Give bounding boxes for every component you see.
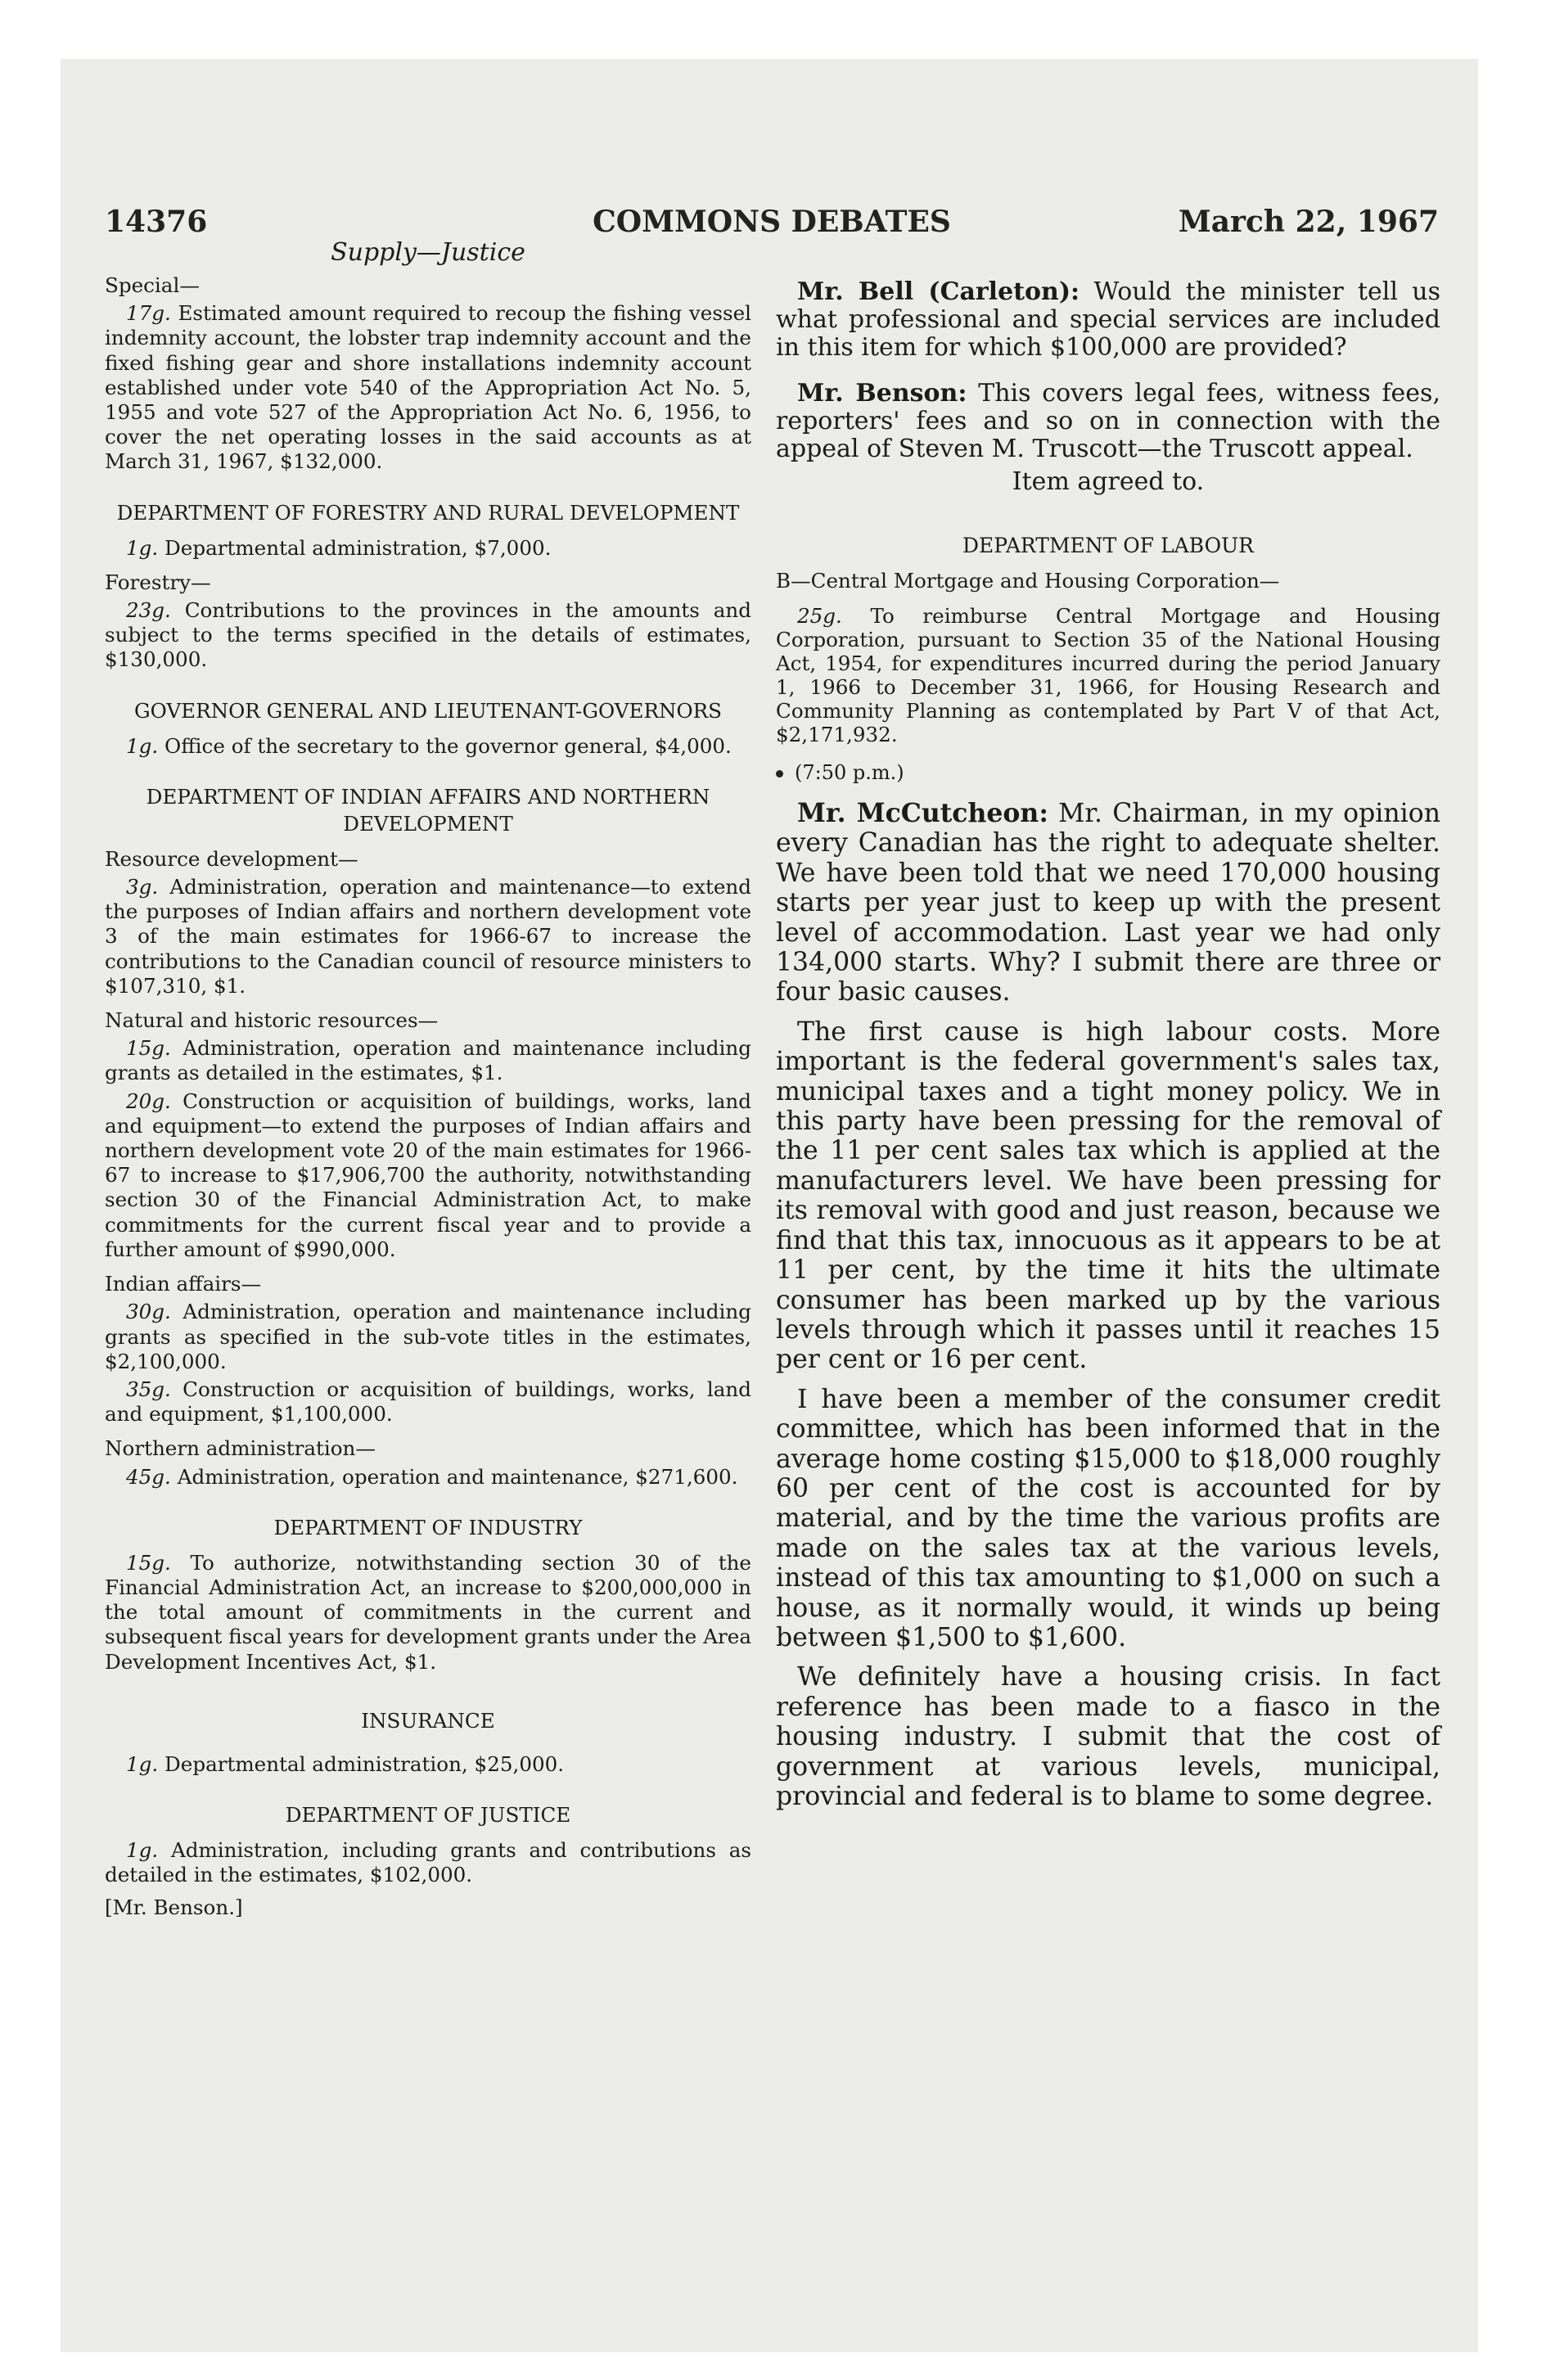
department-heading: GOVERNOR GENERAL AND LIEUTENANT-GOVERNORS: [133, 698, 723, 723]
vote-number: 23g.: [126, 598, 171, 623]
vote-item: [105, 1300, 751, 1374]
section-label: Natural and historic resources—: [105, 1008, 439, 1033]
vote-number: 35g.: [126, 1377, 171, 1401]
vote-text: Departmental administration, $7,000.: [165, 535, 552, 560]
page-number: 14376: [105, 205, 208, 239]
speaker-note: [Mr. Benson.]: [105, 1895, 243, 1920]
section-label: Forestry—: [105, 570, 211, 594]
section-label: Indian affairs—: [105, 1272, 262, 1296]
vote-number: 1g.: [126, 1751, 159, 1776]
vote-item: [105, 1838, 751, 1887]
vote-number: 1g.: [126, 733, 159, 758]
department-heading: DEPARTMENT OF JUSTICE: [285, 1802, 571, 1827]
speaker-name: Mr. Bell (Carleton):: [797, 277, 1080, 306]
speaker-name: Mr. McCutcheon:: [797, 798, 1048, 828]
vote-item: [105, 1036, 751, 1085]
speech-paragraph: We definitely have a housing crisis. In fact reference has been made to a fiasco in the housing industry. I submit that the cost of government at various levels, municipal, provincial and federal is to blame to some degree.: [776, 1662, 1440, 1811]
vote-number: 15g.: [126, 1036, 171, 1061]
page-date: March 22, 1967: [1178, 205, 1439, 239]
vote-number: 20g.: [126, 1089, 171, 1113]
vote-item: [105, 536, 751, 561]
vote-text: Administration, operation and maintenance, $271,600.: [177, 1464, 738, 1489]
speech-paragraph: The first cause is high labour costs. More important is the federal government's sales tax, municipal taxes and a tight money policy. We in this party have been pressing for the removal of the 11 per cent sales tax which is applied at the manufacturers level. We have been pressing for its removal with good and just reason, because we find that this tax, innocuous as it appears to be at 11 per cent, by the time it hits the ultimate consumer has been marked up by the various levels through which it passes until it reaches 15 per cent or 16 per cent.: [776, 1016, 1440, 1375]
vote-text: Administration, operation and maintenance including grants as specified in the sub-vote titles in the estimates, $2,100,000.: [105, 1300, 751, 1373]
vote-text: Construction or acquisition of buildings, works, land and equipment—to extend the purposes of Indian affairs and northern development vote 20 of the main estimates for 1966-67 to increase to $17,906,700 the authority, notwithstanding section 30 of the Financial Administration Act, to make commitments for the current fiscal year and to provide a further amount of $990,000.: [105, 1089, 751, 1261]
department-heading: DEPARTMENT OF INDUSTRY: [273, 1515, 583, 1539]
time-text: (7:50 p.m.): [795, 761, 904, 784]
vote-item: [105, 598, 751, 673]
department-heading: DEPARTMENT OF INDIAN AFFAIRS AND NORTHERN DEVELOPMENT: [146, 784, 710, 836]
speech-paragraph: [776, 278, 1440, 362]
vote-text: To authorize, notwithstanding section 30 of the Financial Administration Act, an increase to $200,000,000 in the total amount of commitments in the current and subsequent fiscal years for development grants under the Area Development Incentives Act, $1.: [105, 1550, 751, 1674]
vote-item: [105, 1089, 751, 1262]
vote-number: 30g.: [126, 1300, 171, 1324]
department-heading: DEPARTMENT OF LABOUR: [962, 534, 1254, 557]
vote-text: Estimated amount required to recoup the fishing vessel indemnity account, the lobster trap indemnity account and the fixed fishing gear and shore installations indemnity account established under vote 540 of the Appropriation Act No. 5, 1955 and vote 527 of the Appropriation Act No. 6, 1956, to cover the net operating losses in the said accounts as at March 31, 1967, $132,000.: [105, 301, 751, 474]
speech-text: Mr. Chairman, in my opinion every Canadian has the right to adequate shelter. We have been told that we need 170,000 housing starts per year just to keep up with the present level of accommodation. Last year we had only 134,000 starts. Why? I submit there are three or four basic causes.: [776, 799, 1440, 1007]
vote-item: [105, 301, 751, 474]
section-label: Northern administration—: [105, 1436, 376, 1461]
department-heading: INSURANCE: [361, 1708, 495, 1733]
speech-text: Would the minister tell us what professional and special services are included in this item for which $100,000 are provided?: [776, 277, 1440, 362]
speech-paragraph: I have been a member of the consumer credit committee, which has been informed that in the average home costing $15,000 to $18,000 roughly 60 per cent of the cost is accounted for by material, and by the time the various profits are made on the sales tax at the various levels, instead of this tax amounting to $1,000 on such a house, as it normally would, it winds up being between $1,500 to $1,600.: [776, 1384, 1440, 1652]
section-label: Resource development—: [105, 846, 358, 871]
speaker-name: Mr. Benson:: [797, 379, 967, 408]
vote-item: [105, 1377, 751, 1427]
publication-title: COMMONS DEBATES: [593, 205, 951, 239]
vote-text: To reimburse Central Mortgage and Housing Corporation, pursuant to Section 35 of the National Housing Act, 1954, for expenditures incurred during the period January 1, 1966 to December 31, 1966, for Housing Research and Community Planning as contemplated by Part V of that Act, $2,171,932.: [776, 604, 1440, 746]
vote-text: Contributions to the provinces in the amounts and subject to the terms specified in the details of estimates, $130,000.: [105, 598, 751, 672]
vote-item: [105, 734, 751, 759]
bullet-icon: [776, 770, 783, 778]
right-column: [776, 237, 1440, 1811]
vote-number: 3g.: [126, 875, 159, 899]
vote-text: Administration, operation and maintenance including grants as detailed in the estimates, $1.: [105, 1036, 751, 1085]
department-heading: DEPARTMENT OF FORESTRY AND RURAL DEVELOPMENT: [116, 500, 740, 525]
running-subheading: Supply—Justice: [331, 238, 525, 267]
vote-item: [105, 1752, 751, 1777]
vote-item: [105, 1551, 751, 1675]
vote-text: Office of the secretary to the governor general, $4,000.: [165, 733, 732, 758]
vote-number: 17g.: [126, 301, 171, 326]
left-column: [105, 237, 751, 1921]
vote-text: Departmental administration, $25,000.: [165, 1751, 565, 1776]
item-agreed: Item agreed to.: [1012, 467, 1205, 496]
vote-text: Administration, operation and maintenance—to extend the purposes of Indian affairs and northern development vote 3 of the main estimates for 1966-67 to increase the contributions to the Canadian council of resource ministers to $107,310, $1.: [105, 875, 751, 998]
vote-text: Construction or acquisition of buildings, works, land and equipment, $1,100,000.: [105, 1377, 751, 1427]
time-stamp: [776, 761, 1440, 784]
vote-item: [105, 875, 751, 998]
vote-number: 45g.: [126, 1464, 171, 1489]
vote-number: 15g.: [126, 1550, 171, 1575]
vote-item: [105, 1465, 751, 1490]
vote-number: 1g.: [126, 535, 159, 560]
vote-item: [776, 604, 1440, 746]
speech-text: This covers legal fees, witness fees, reporters' fees and so on in connection with the appeal of Steven M. Truscott—the Truscott appeal.: [776, 379, 1440, 463]
vote-number: 1g.: [126, 1837, 159, 1862]
vote-number: 25g.: [797, 604, 842, 628]
vote-text: Administration, including grants and contributions as detailed in the estimates, $102,000.: [105, 1837, 751, 1887]
section-label: Special—: [105, 273, 200, 297]
speech-paragraph: [776, 799, 1440, 1007]
section-label: B—Central Mortgage and Housing Corporation—: [776, 569, 1280, 593]
speech-paragraph: [776, 380, 1440, 463]
